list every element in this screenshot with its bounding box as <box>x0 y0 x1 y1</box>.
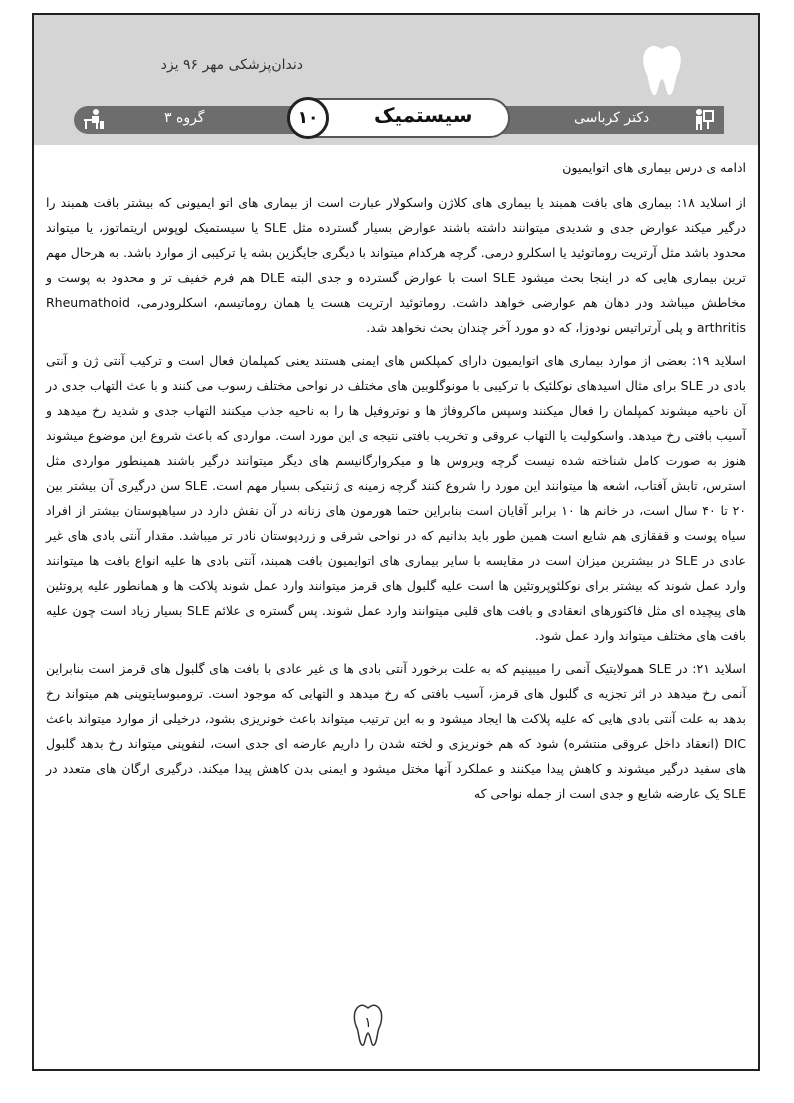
teacher-board-icon <box>691 107 715 131</box>
page-number-tooth-icon <box>352 1003 384 1049</box>
intro-line: ادامه ی درس بیماری های اتوایمیون <box>562 160 746 175</box>
tooth-icon <box>639 43 685 99</box>
topic-title: سیستمیک <box>374 103 473 127</box>
student-desk-icon <box>82 107 106 131</box>
lecture-content <box>46 155 746 814</box>
session-number: ۱۰ <box>287 97 329 139</box>
paragraph-slide-21: اسلاید ۲۱: در SLE همولایتیک آنمی را میبینیم که به علت برخورد آنتی بادی ها ی غیر عادی با بافت های گلبول های قرمز است بنابراین آنمی رخ میدهد در اثر تجزیه ی گلبول های قرمز، آسیب بافتی که رخ میدهد و التهابی که موجود است. ترومبوسایتوپنی هم میتواند رخ بدهد به علت آنتی بادی هایی که علیه پلاکت ها ایجاد میشود و به این ترتیب میتواند باعث خونریزی بشود، درخیلی از موارد میتواند باعث DIC (انعقاد داخل عروقی منتشره) شود که هم خونریزی و لخته شدن را داریم عارضه ای جدی است، لنفوپنی میتواند رخ بدهد گلبول های سفید درگیر میشوند و کاهش پیدا میکنند و عملکرد آنها مختل میشود و ایمنی بدن کاهش پیدا میکند. درگیری ارگان های متعدد در SLE یک عارضه شایع و جدی است از جمله نواحی که <box>46 661 747 801</box>
paragraph-slide-18: از اسلاید ۱۸: بیماری های بافت همبند یا بیماری های کلاژن واسکولار عبارت است از بیماری های اتو ایمیونی که بیشتر بافت همبند را درگیر میکند عوارض جدی و شدیدی میتوانند داشته باشند عوارض بسیار گسترده مثل SLE یا سیستمیک لوپوس اریتماتوز، یا میتواند محدود باشد مثل آرتریت روماتوئید یا اسکلرو درمی. گرچه هرکدام میتواند با دیگری جایگزین بشه یا ترکیبی از موارد باشد. به هرحال مهم ترین بیماری هایی که در اینجا بحث میشود SLE است با عوارض گسترده و جدی البته DLE هم فرم خفیف تر و محدود به پوست و مخاطش میباشد ودر دهان هم عوارضی خواهد داشت. روماتوئید ارتریت هست یا همان روماتیسم، اسکلرودرمی، Rheumathoid arthritis و پلی آرتراتیس نودوزا، که دو مورد آخر چندان بحث نخواهد شد. <box>46 195 746 335</box>
course-title: دندان‌پزشکی مهر ۹۶ یزد <box>160 57 303 73</box>
group-label: گروه ۳ <box>164 110 205 126</box>
paragraph-slide-19: اسلاید ۱۹: بعضی از موارد بیماری های اتوایمیون دارای کمپلکس های ایمنی هستند یعنی کمپلمان فعال است و ترکیب آنتی ژن و آنتی بادی در SLE برای مثال اسیدهای نوکلئیک با ترکیبی با مونوگلوبین های مختلف در نواحی مختلف رسوب می کنند و با عث التهاب جدی در آن ناحیه میشوند کمپلمان را فعال میکنند وسپس ماکروفاژ ها و نوتروفیل ها را به ناحیه جذب میکنند التهاب جدی و شدید رخ میدهد و آسیب بافتی رخ میدهد. واسکولیت یا التهاب عروقی و تخریب بافتی نتیجه ی این مورد است. مواردی که باعث شروع این موضوع میشوند هنوز به صورت کامل شناخته شده نیست گرچه ویروس ها و میکروارگانیسم های دیگر میتوانند درگیر باشند همینطور مواردی مثل استرس، تابش آفتاب، اشعه ها میتوانند این مورد را شروع کنند گرچه زمینه ی ژنتیکی بسیار مهم است. SLE سن درگیری آن بیشتر بین ۲۰ تا ۴۰ سال است، در خانم ها ۱۰ برابر آقایان است بنابراین حتما هورمون های زنانه در آن نقش دارد در سیاهپوستان بیشتر از افراد سیاه پوست و قفقازی هم شایع است همین طور باید بدانیم که در نواحی شرقی و زردپوستان نادر تر میباشد. مقدار آنتی بادی های غیر عادی در SLE در بیشترین میزان است در مقایسه با سایر بیماری های اتوایمیون بافت همبند، آنتی بادی ها علیه انواع بافت ها میتوانند وارد عمل شوند که بیشتر برای نوکلئوپروتئین ها است علیه گلبول های قرمز میتوانند وارد عمل شوند پلاکت ها و همانطور علیه پروتئین های پیچیده ای مثل فاکتورهای انعقادی و بافت های قلبی میتوانند وارد عمل شوند. پس گستره ی علائم SLE بسیار زیاد است چون علیه بافت های مختلف میتواند وارد عمل شود. <box>46 353 747 643</box>
doctor-label: دکتر کرباسی <box>574 110 650 126</box>
page-number: ۱ <box>364 1015 372 1031</box>
page-frame <box>32 13 760 1071</box>
